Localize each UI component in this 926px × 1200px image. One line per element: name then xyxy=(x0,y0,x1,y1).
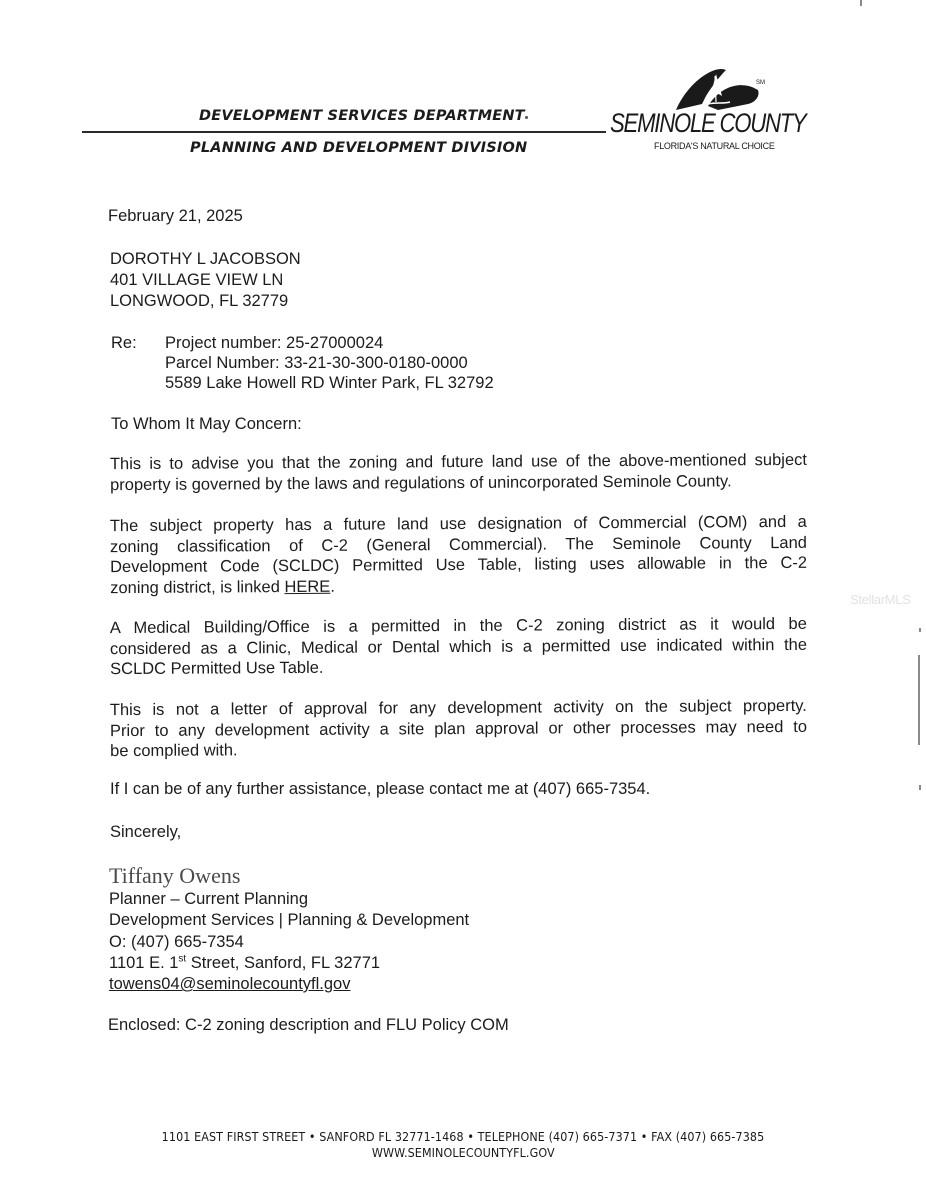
footer-address-line xyxy=(0,1130,926,1144)
paragraph-line: This is not a letter of approval for any development activity on the subject property. xyxy=(109,696,807,720)
recipient-name: DOROTHY L JACOBSON xyxy=(110,250,301,268)
paragraph-not-approval-disclaimer xyxy=(110,696,807,762)
footer-address-text: 1101 EAST FIRST STREET • SANFORD FL 32771-1468 • TELEPHONE (407) 665-7371 • FAX (407) 665-7385 xyxy=(161,1130,765,1144)
paragraph-line: SCLDC Permitted Use Table. xyxy=(110,658,324,679)
signature-email-link[interactable]: towens04@seminolecountyfl.gov xyxy=(109,975,351,993)
footer-website-text: WWW.SEMINOLECOUNTYFL.GOV xyxy=(371,1146,555,1160)
signature-address xyxy=(109,953,380,974)
paragraph-line: This is to advise you that the zoning and future land use of the above-mentioned subject xyxy=(109,450,807,474)
scan-edge-artifact xyxy=(919,785,921,790)
line-text: . xyxy=(330,577,335,596)
signature-department: Development Services | Planning & Development xyxy=(109,911,470,929)
address-ordinal: st xyxy=(178,953,187,965)
logo-county-name: SEMINOLE COUNTY xyxy=(610,108,806,138)
parcel-number: Parcel Number: 33-21-30-300-0180-0000 xyxy=(165,354,468,372)
department-heading: DEVELOPMENT SERVICES DEPARTMENT xyxy=(199,108,525,124)
stellarmls-watermark: StellarMLS xyxy=(850,592,911,607)
property-address: 5589 Lake Howell RD Winter Park, FL 32792 xyxy=(165,374,494,392)
scan-edge-artifact xyxy=(919,628,921,632)
footer-website xyxy=(0,1146,926,1160)
paragraph-contact: If I can be of any further assistance, please contact me at (407) 665-7354. xyxy=(110,780,651,798)
signature-title: Planner – Current Planning xyxy=(109,890,309,908)
hat-sail-logo-icon xyxy=(672,66,772,114)
address-text: Street, Sanford, FL 32771 xyxy=(186,954,381,972)
enclosure-note: Enclosed: C-2 zoning description and FLU Policy COM xyxy=(108,1016,509,1034)
paragraph-line: zoning classification of C-2 (General Commercial). The Seminole County Land xyxy=(109,533,807,556)
recipient-city-state-zip: LONGWOOD, FL 32779 xyxy=(110,292,289,310)
paragraph-zoning-governance xyxy=(110,450,807,495)
permitted-use-table-link[interactable]: HERE xyxy=(284,577,331,596)
logo-tagline: FLORIDA'S NATURAL CHOICE xyxy=(654,141,775,151)
paragraph-line: considered as a Clinic, Medical or Dental which is a permitted use indicated within the xyxy=(109,635,808,658)
recipient-street: 401 VILLAGE VIEW LN xyxy=(110,271,284,289)
paragraph-line: The subject property has a future land use designation of Commercial (COM) and a xyxy=(109,512,807,536)
paragraph-line: Development Code (SCLDC) Permitted Use Table, listing uses allowable in the C-2 xyxy=(110,553,808,577)
letter-date: February 21, 2025 xyxy=(108,207,243,225)
signature-name: Tiffany Owens xyxy=(109,863,241,888)
paragraph-line xyxy=(110,573,807,598)
scan-edge-artifact xyxy=(860,0,862,6)
salutation: To Whom It May Concern: xyxy=(111,415,302,433)
paragraph-line: A Medical Building/Office is a permitted in the C-2 zoning district as it would be xyxy=(109,614,807,638)
line-text: zoning district, is linked xyxy=(110,577,285,597)
trademark-mark: SM xyxy=(756,80,765,86)
address-text: 1101 E. 1 xyxy=(109,954,179,972)
scan-edge-artifact xyxy=(918,655,920,745)
signature-phone: O: (407) 665-7354 xyxy=(109,933,244,951)
scan-speck xyxy=(525,116,528,119)
paragraph-line: property is governed by the laws and regulations of unincorporated Seminole County. xyxy=(110,471,732,494)
project-number: Project number: 25-27000024 xyxy=(165,334,384,352)
division-heading: PLANNING AND DEVELOPMENT DIVISION xyxy=(190,140,528,156)
re-label: Re: xyxy=(111,334,137,352)
closing: Sincerely, xyxy=(110,823,182,841)
letterhead-rule xyxy=(82,131,606,133)
paragraph-land-use-designation xyxy=(110,512,807,598)
paragraph-line: be complied with. xyxy=(110,741,238,761)
paragraph-medical-office-permitted xyxy=(110,614,807,680)
paragraph-line: Prior to any development activity a site plan approval or other processes may need to xyxy=(109,717,808,740)
